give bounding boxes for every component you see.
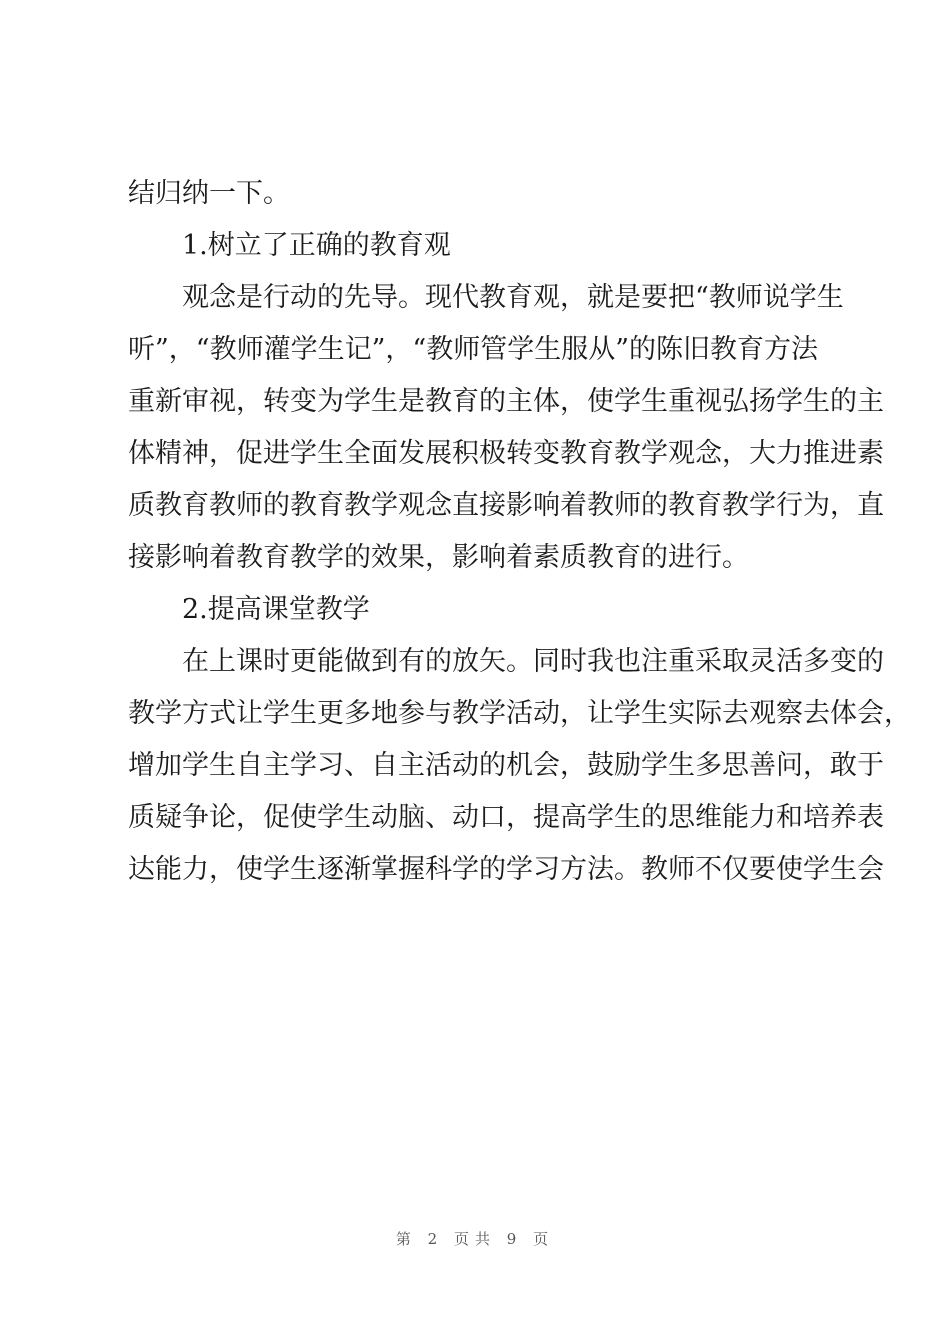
document-body	[128, 168, 911, 896]
text-line: 听”，“教师灌学生记”，“教师管学生服从”的陈旧教育方法	[128, 334, 819, 365]
text-line: 质疑争论，促使学生动脑、动口，提高学生的思维能力和培养表	[128, 802, 884, 833]
text-line: 质教育教师的教育教学观念直接影响着教师的教育教学行为，直	[128, 490, 884, 521]
text-line: 结归纳一下。	[128, 178, 290, 209]
text-line: 接影响着教育教学的效果，影响着素质教育的进行。	[128, 542, 749, 573]
text-line: 达能力，使学生逐渐掌握科学的学习方法。教师不仅要使学生会	[128, 854, 884, 885]
text-line: 重新审视，转变为学生是教育的主体，使学生重视弘扬学生的主	[128, 386, 884, 417]
text-line: 增加学生自主学习、自主活动的机会，鼓励学生多思善问，敢于	[128, 750, 884, 781]
text-line: 体精神，促进学生全面发展积极转变教育教学观念，大力推进素	[128, 438, 884, 469]
section-heading-2: 2.提高课堂教学	[182, 594, 370, 625]
text-line: 教学方式让学生更多地参与教学活动，让学生实际去观察去体会，	[128, 698, 911, 729]
text-line: 观念是行动的先导。现代教育观，就是要把“教师说学生	[182, 282, 844, 313]
text-line: 在上课时更能做到有的放矢。同时我也注重采取灵活多变的	[182, 646, 884, 677]
page-number-footer: 第 2 页共 9 页	[395, 1230, 555, 1248]
section-heading-1: 1.树立了正确的教育观	[182, 230, 451, 261]
